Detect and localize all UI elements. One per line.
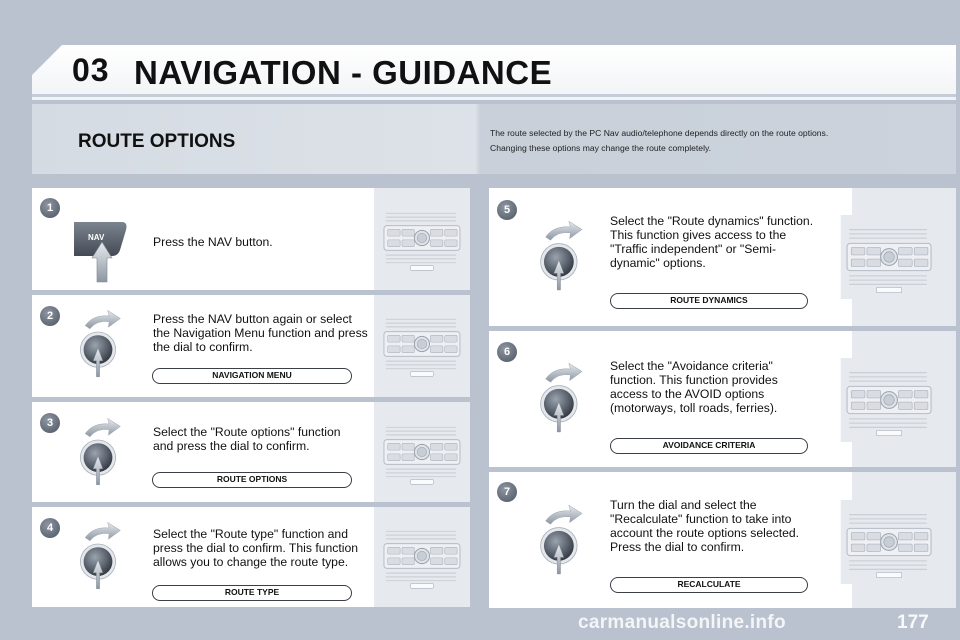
- section-title: ROUTE OPTIONS: [78, 131, 236, 152]
- menu-label-recalculate: RECALCULATE: [610, 577, 808, 593]
- control-panel-icon: [840, 358, 936, 442]
- control-panel-icon: [378, 200, 464, 276]
- menu-label-route-options: ROUTE OPTIONS: [152, 472, 352, 488]
- intro-line-2: Changing these options may change the route completely.: [490, 143, 712, 153]
- rotary-dial-icon: [534, 494, 592, 586]
- menu-label-route-dynamics: ROUTE DYNAMICS: [610, 293, 808, 309]
- control-panel-icon: [378, 414, 464, 490]
- step-text-6: Select the "Avoidance criteria" function. This function provides access to the AVOID options (motorways, toll roads, ferries).: [610, 359, 778, 415]
- menu-label-navigation-menu: NAVIGATION MENU: [152, 368, 352, 384]
- step-text-5: Select the "Route dynamics" function. This function gives access to the "Traffic independent" or "Semi-dynamic" options.: [610, 214, 814, 270]
- step-text-2: Press the NAV button again or select the Navigation Menu function and press the dial to confirm.: [153, 312, 368, 354]
- step-number-6: 6: [497, 342, 517, 362]
- page-number: 177: [897, 612, 929, 633]
- step-number-7: 7: [497, 482, 517, 502]
- step-text-1: Press the NAV button.: [153, 235, 273, 249]
- nav-button-label: NAV: [88, 233, 105, 242]
- menu-label-route-type: ROUTE TYPE: [152, 585, 352, 601]
- step-text-3: Select the "Route options" function and press the dial to confirm.: [153, 425, 341, 453]
- control-panel-icon: [840, 500, 936, 584]
- rotary-dial-icon: [74, 300, 130, 388]
- step-number-3: 3: [40, 413, 60, 433]
- control-panel-icon: [378, 306, 464, 382]
- control-panel-icon: [840, 215, 936, 299]
- chapter-number: 03: [72, 52, 110, 88]
- step-number-1: 1: [40, 198, 60, 218]
- control-panel-icon: [378, 518, 464, 594]
- watermark-text: carmanualsonline.info: [578, 612, 786, 633]
- step-text-7: Turn the dial and select the "Recalculate" function to take into account the route options selected. Press the dial to confirm.: [610, 498, 800, 554]
- rotary-dial-icon: [534, 352, 592, 444]
- menu-label-avoidance-criteria: AVOIDANCE CRITERIA: [610, 438, 808, 454]
- rotary-dial-icon: [74, 408, 130, 496]
- step-number-5: 5: [497, 200, 517, 220]
- rotary-dial-icon: [534, 210, 592, 302]
- rotary-dial-icon: [74, 512, 130, 600]
- step-number-4: 4: [40, 518, 60, 538]
- nav-button-illustration: [70, 218, 132, 284]
- step-text-4: Select the "Route type" function and press the dial to confirm. This function allows you to change the route type.: [153, 527, 359, 569]
- page-title: NAVIGATION - GUIDANCE: [134, 54, 553, 91]
- intro-text: [490, 126, 930, 156]
- step-number-2: 2: [40, 306, 60, 326]
- intro-line-1: The route selected by the PC Nav audio/telephone depends directly on the route options.: [490, 128, 829, 138]
